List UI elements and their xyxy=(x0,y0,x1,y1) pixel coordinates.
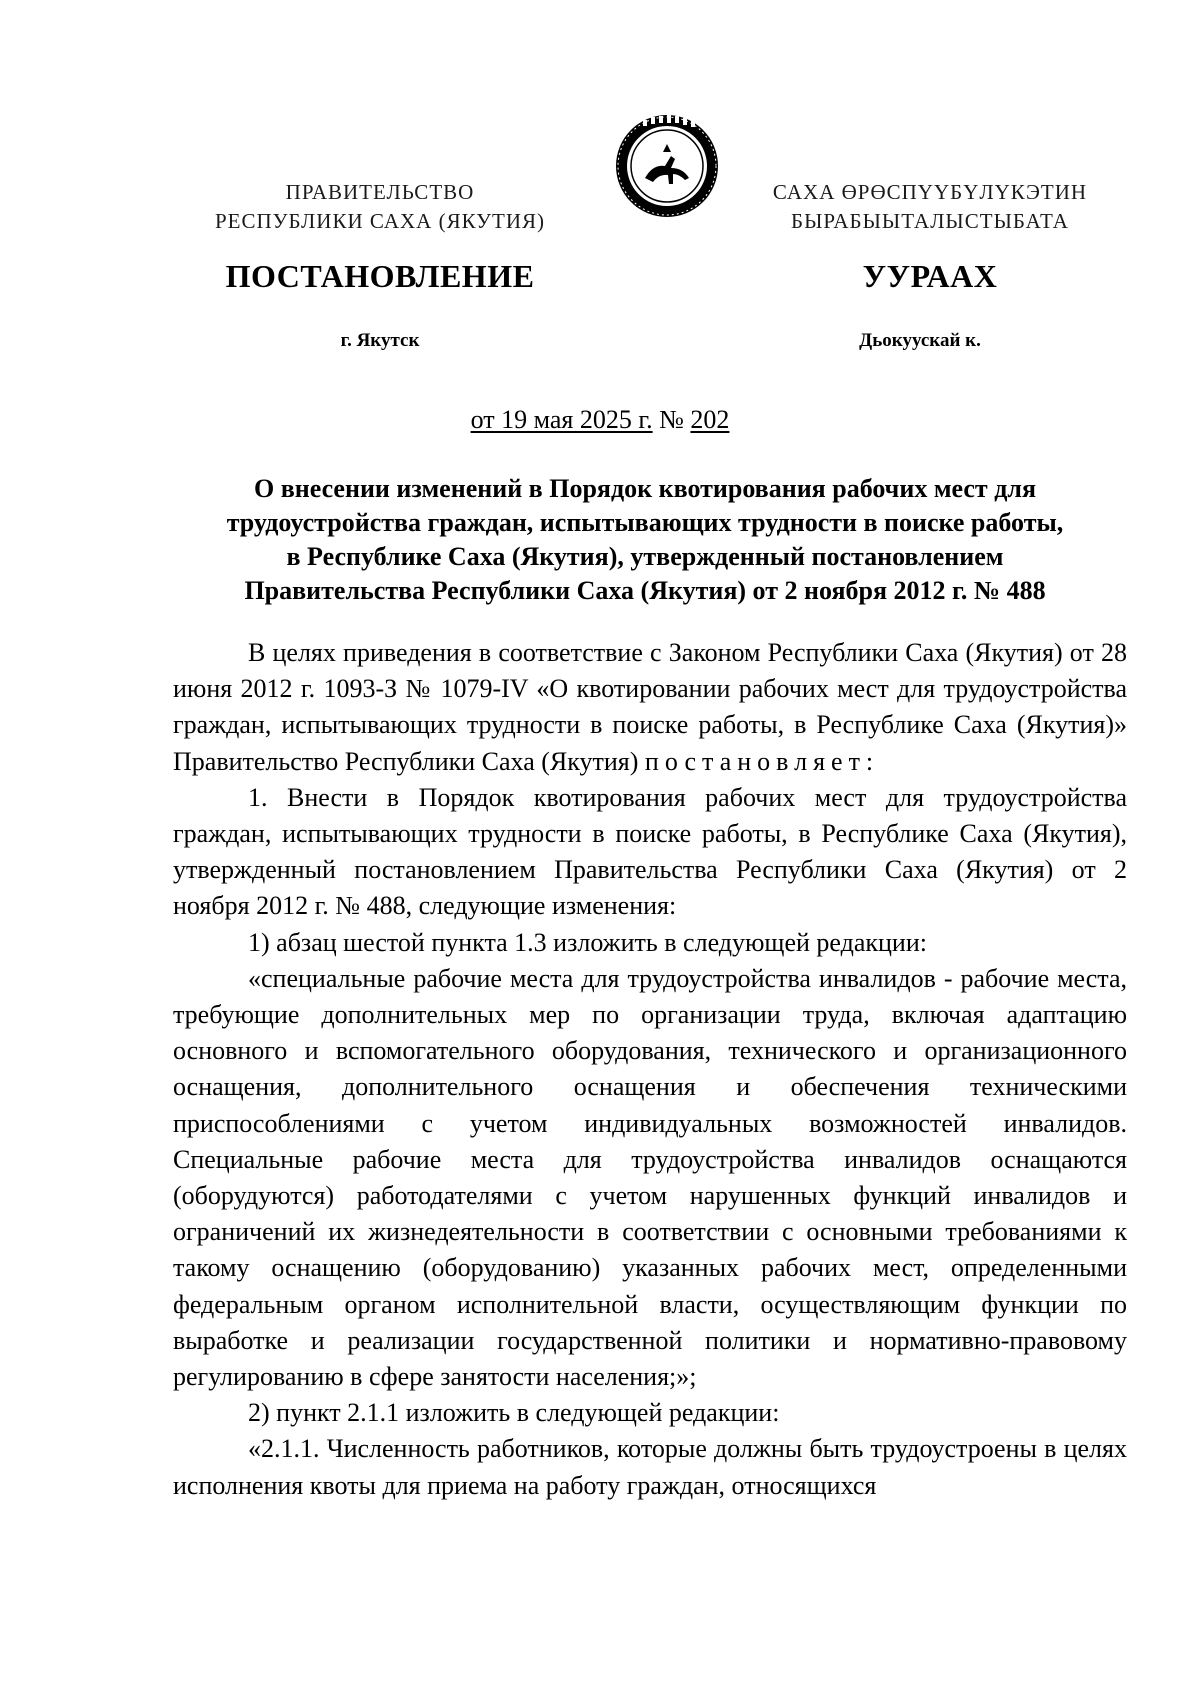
title-line: Правительства Республики Саха (Якутия) от 2 ноября 2012 г. № 488 xyxy=(244,576,1046,605)
quote-1-paragraph: «специальные рабочие места для трудоустройства инвалидов - рабочие места, требующие дополнительных мер по организации труда, включая адаптацию основного и вспомогательного оборудования, технического и организационного оснащения, дополнительного оснащения и обеспечения техническими приспособлениями с учетом индивидуальных возможностей инвалидов. Специальные рабочие места для трудоустройства инвалидов оснащаются (оборудуются) работодателями с учетом нарушенных функций инвалидов и ограничений их жизнедеятельности в соответствии с основными требованиями к такому оснащению (оборудованию) указанных рабочих мест, определенными федеральным органом исполнительной власти, осуществляющим функции по выработке и реализации государственной политики и нормативно-правовому регулированию в сфере занятости населения;»; xyxy=(173,963,1127,1392)
number-sign: № xyxy=(659,405,684,434)
doc-type-yakut: УУРААХ xyxy=(862,258,998,294)
title-line: О внесении изменений в Порядок квотирования рабочих мест для xyxy=(253,474,1037,503)
item-1-paragraph: 1. Внести в Порядок квотирования рабочих мест для трудоустройства граждан, испытывающих трудности в поиске работы, в Республике Саха (Якутия), утвержденный постановлением Правительства Республики Саха (Якутия) от 2 ноября 2012 г. № 488, следующие изменения: xyxy=(173,782,1127,921)
title-line: трудоустройства граждан, испытывающих трудности в поиске работы, xyxy=(226,508,1064,537)
org-right-line2: БЫРАБЫЫТАЛЫСТЫБАТА xyxy=(791,209,1069,233)
org-right-line1: САХА ӨРӨСПҮҮБҮЛҮКЭТИН xyxy=(772,180,1088,204)
government-name-yakut xyxy=(740,178,1120,236)
decree-date: от 19 мая 2025 г. xyxy=(470,405,653,434)
decree-title xyxy=(160,472,1130,608)
doc-type-russian: ПОСТАНОВЛЕНИЕ xyxy=(225,258,535,294)
government-name-russian xyxy=(180,178,580,236)
org-left-line2: РЕСПУБЛИКИ САХА (ЯКУТИЯ) xyxy=(214,209,546,233)
preamble-text: В целях приведения в соответствие с Законом Республики Саха (Якутия) от 28 июня 2012 г. 1093-З № 1079-IV «О квотировании рабочих мест для трудоустройства граждан, испытывающих трудности в поиске работы, в Республике Саха (Якутия)» Правительство Республики Саха (Якутия) xyxy=(173,638,1127,776)
decree-number: 202 xyxy=(690,405,730,434)
decree-word: постановляет: xyxy=(644,746,880,776)
org-left-line1: ПРАВИТЕЛЬСТВО xyxy=(285,180,475,204)
title-line: в Республике Саха (Якутия), утвержденный постановлением xyxy=(286,542,1004,571)
coat-of-arms-emblem xyxy=(613,112,721,220)
subitem-2-paragraph: 2) пункт 2.1.1 изложить в следующей редакции: xyxy=(248,1398,780,1428)
city-yakut: Дьокуускай к. xyxy=(859,330,981,351)
city-russian: г. Якутск xyxy=(340,330,420,351)
decree-body xyxy=(173,635,1127,1504)
decree-date-number xyxy=(0,405,1200,435)
preamble-paragraph xyxy=(173,635,1127,780)
subitem-1-paragraph: 1) абзац шестой пункта 1.3 изложить в следующей редакции: xyxy=(248,927,927,957)
quote-2-paragraph: «2.1.1. Численность работников, которые должны быть трудоустроены в целях исполнения квоты для приема на работу граждан, относящихся xyxy=(173,1434,1127,1500)
